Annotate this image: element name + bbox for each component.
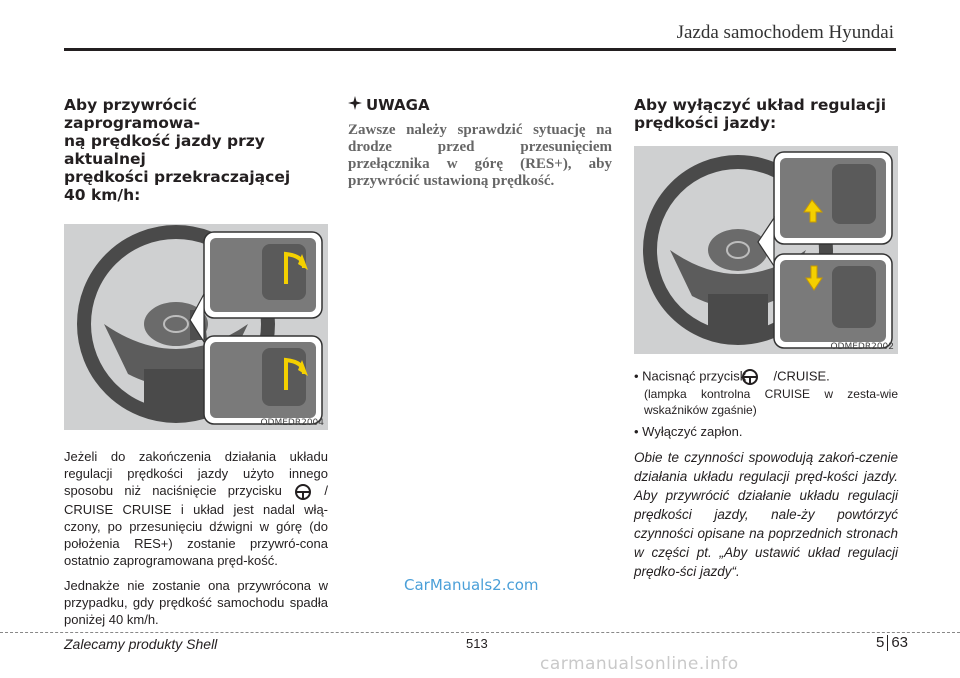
column-3 bbox=[634, 96, 898, 581]
warning-body: Zawsze należy sprawdzić sytuację na drodze przed przesunięciem przełącznika w górę (RES+), aby przywrócić ustawioną prędkość. bbox=[348, 122, 612, 189]
steering-cruise-icon-2 bbox=[750, 368, 770, 386]
bullet-ignition-off: • Wyłączyć zapłon. bbox=[634, 424, 743, 439]
header-rule bbox=[64, 48, 896, 51]
figure-steering-wheel-resume bbox=[64, 224, 328, 430]
section-heading-cancel: Aby wyłączyć układ regulacji prędkości jazdy: bbox=[634, 96, 887, 132]
header-title: Jazda samochodem Hyundai bbox=[676, 22, 894, 43]
bottom-watermark: carmanualsonline.info bbox=[540, 654, 739, 674]
paragraph-1-part-a: Jeżeli do zakończenia działania układu regulacji prędkości jazdy użyto innego sposobu niż naciśnięcie przycisku bbox=[64, 449, 328, 498]
paragraph-1-part-b: / CRUISE CRUISE i układ jest nadal włą-czony, po przesunięciu dźwigni w górę (do położenia RES+) zostanie przywró-cona ostatnio zaprogramowana pręd-kość. bbox=[64, 483, 328, 568]
bullet-1-part-b: /CRUISE. bbox=[773, 368, 830, 384]
bullet-1-part-a: • Nacisnąć przycisk bbox=[634, 368, 747, 384]
figure-steering-wheel-cancel bbox=[634, 146, 898, 354]
bullet-1-note: (lampka kontrolna CRUISE w zesta-wie wskaźników zgaśnie) bbox=[644, 387, 898, 417]
footer-separator bbox=[887, 635, 888, 651]
bullet-press-cruise bbox=[634, 368, 898, 386]
column-1 bbox=[64, 96, 328, 628]
warning-heading bbox=[348, 96, 612, 114]
paragraph-1 bbox=[64, 448, 328, 569]
footer-page: 63 bbox=[891, 634, 909, 651]
italic-note: Obie te czynności spowodują zakoń-czenie działania układu regulacji pręd-kości jazdy. Aby przywrócić działanie układu regulacji prędkości jazdy, nale-ży powtórzyć czynności opisane na poprzednich stronach w części pt. „Aby ustawić układ regulacji prędko-ści jazdy“. bbox=[634, 450, 898, 579]
figure-label-2: ODMEDR2002 bbox=[830, 342, 894, 352]
figure-label: ODMEDR2004 bbox=[260, 418, 324, 428]
footer-page-number bbox=[876, 634, 908, 651]
footer-rule bbox=[0, 632, 960, 633]
warning-star-icon bbox=[348, 96, 362, 114]
steering-wheel-illustration bbox=[64, 224, 328, 430]
footer-left-text: Zalecamy produkty Shell bbox=[64, 636, 218, 652]
paragraph-2: Jednakże nie zostanie ona przywrócona w przypadku, gdy prędkość samochodu spadła poniżej 40 km/h. bbox=[64, 577, 328, 627]
footer-chapter: 5 bbox=[876, 634, 885, 651]
section-heading-resume: Aby przywrócić zaprogramowa- ną prędkość jazdy przy aktualnej prędkości przekraczającej 40 km/h: bbox=[64, 96, 291, 204]
watermark-link[interactable]: CarManuals2.com bbox=[404, 576, 539, 594]
footer-page-center: 513 bbox=[466, 636, 488, 651]
column-2 bbox=[348, 96, 612, 190]
warning-title: UWAGA bbox=[366, 96, 430, 114]
steering-wheel-illustration-2 bbox=[634, 146, 898, 354]
steering-cruise-icon bbox=[293, 483, 313, 501]
